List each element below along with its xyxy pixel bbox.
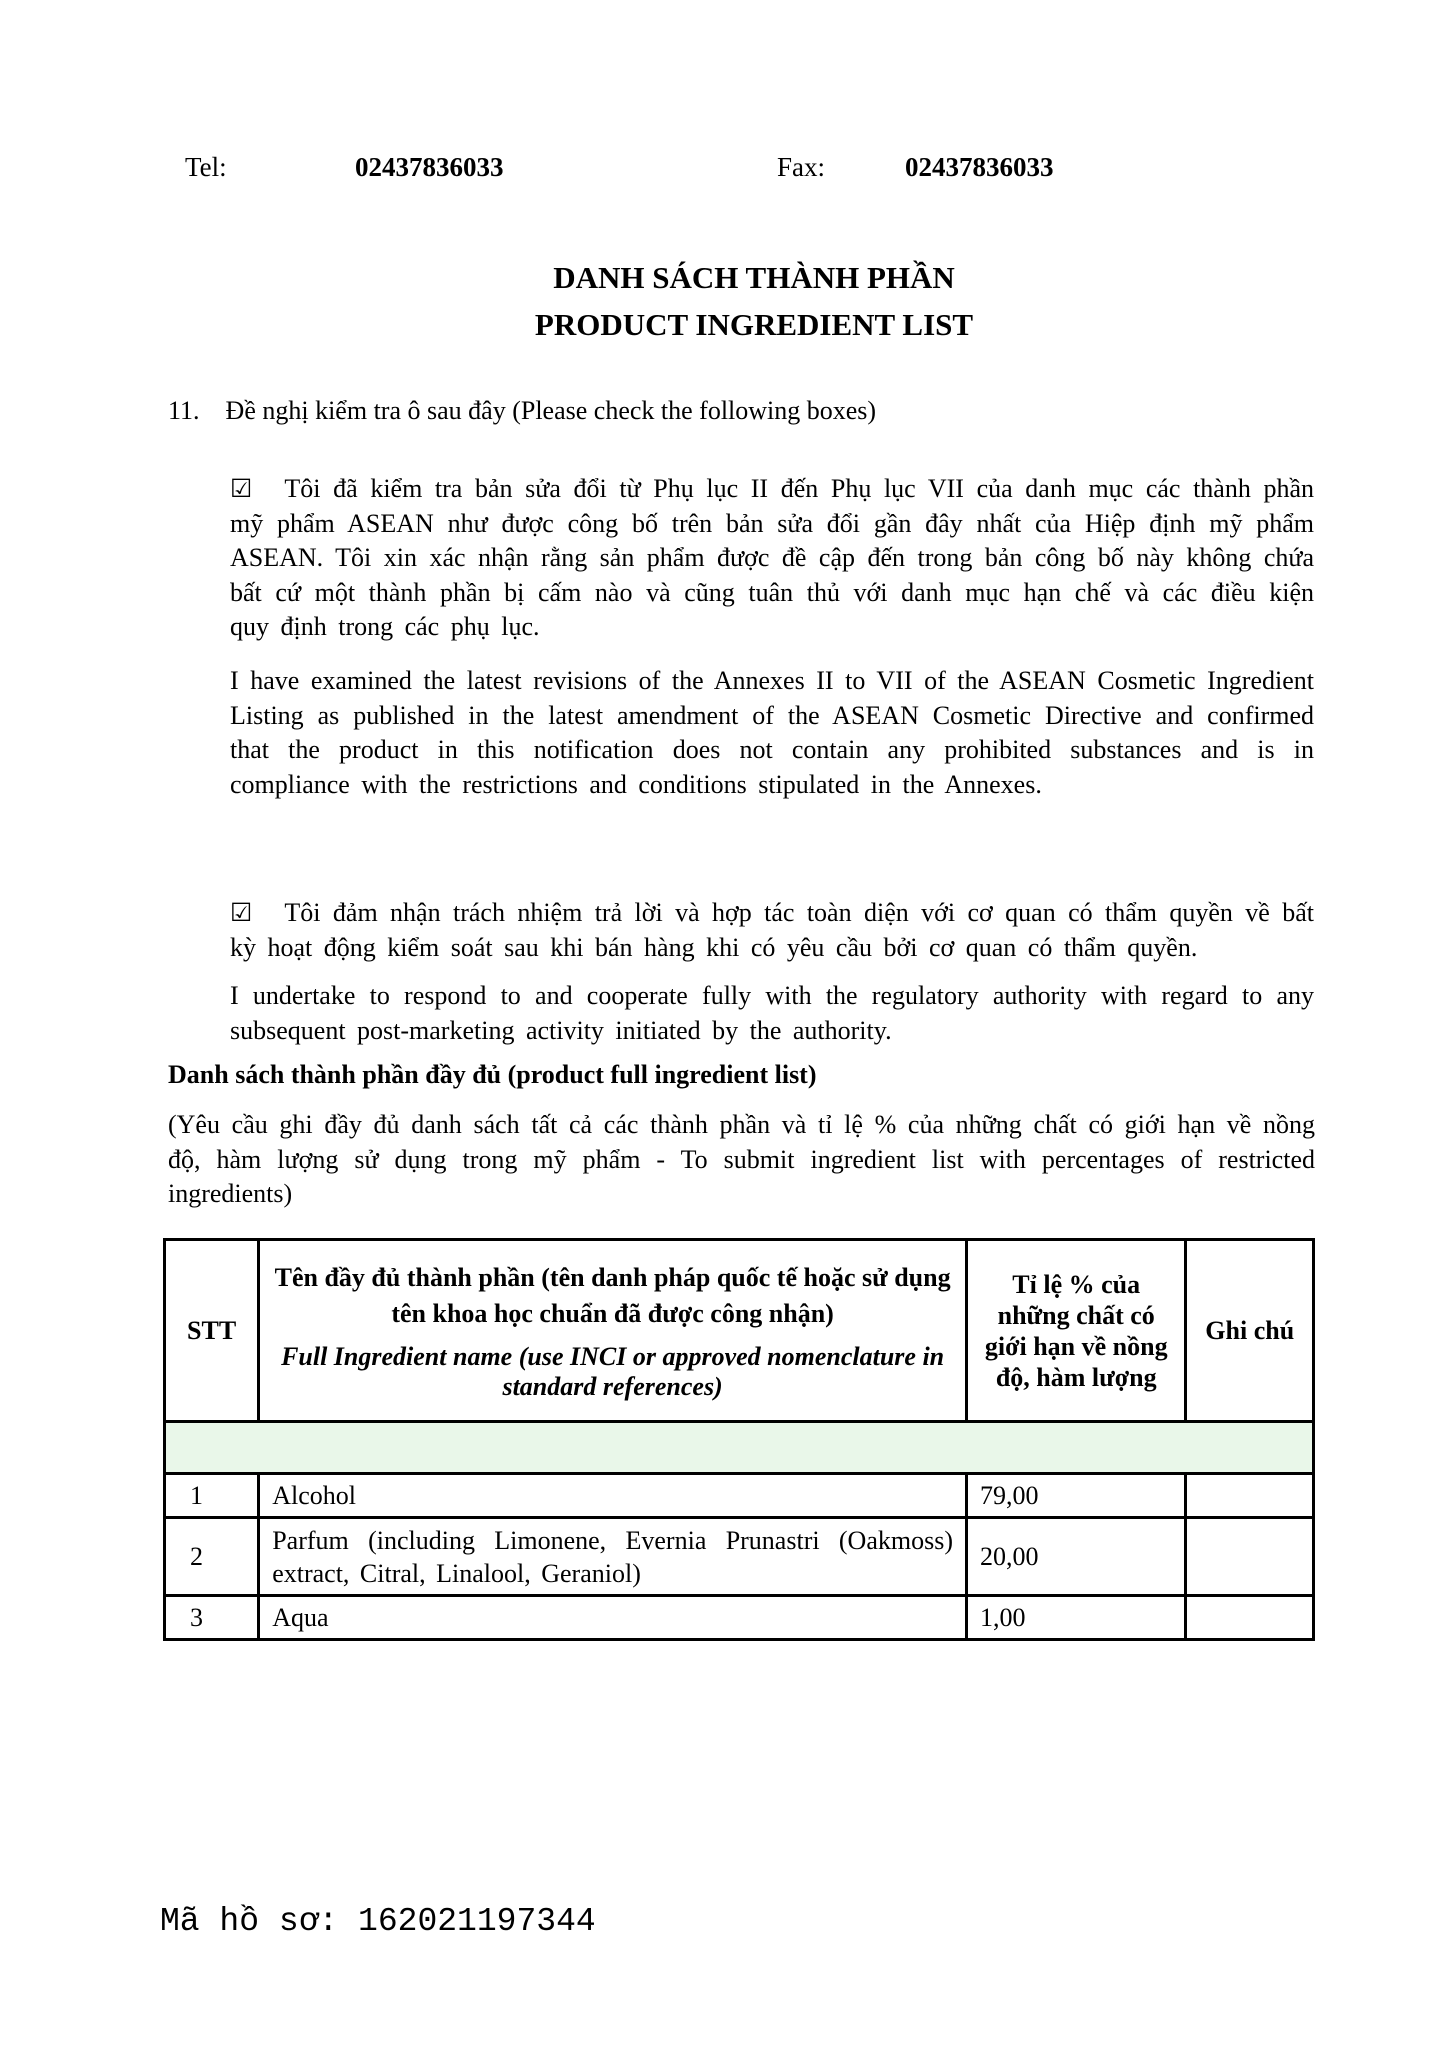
tel-label: Tel: (185, 152, 227, 182)
row-2-name: Parfum (including Limonene, Evernia Prunastri (Oakmoss) extract, Citral, Linalool, Geraniol) (259, 1518, 967, 1596)
fax-label: Fax: (777, 152, 826, 182)
ingredient-list-heading: Danh sách thành phần đầy đủ (product full ingredient list) (168, 1060, 817, 1089)
declaration-1-en (230, 664, 1314, 802)
row-2-percent: 20,00 (967, 1518, 1186, 1596)
col-header-percent: Tỉ lệ % của những chất có giới hạn về nồng độ, hàm lượng (967, 1240, 1186, 1422)
col-header-name (259, 1240, 967, 1422)
document-title-en: PRODUCT INGREDIENT LIST (534, 307, 974, 342)
row-3-percent: 1,00 (967, 1596, 1186, 1640)
row-2-stt: 2 (165, 1518, 259, 1596)
tel-value: 02437836033 (355, 152, 504, 182)
ingredient-list-note: (Yêu cầu ghi đầy đủ danh sách tất cả các thành phần và tỉ lệ % của những chất có giới hạn về nồng độ, hàm lượng sử dụng trong mỹ phẩm - To submit ingredient list with percentages of restricted ingredients) (168, 1110, 1315, 1208)
document-title (30, 254, 1448, 348)
row-1-note (1186, 1474, 1314, 1518)
document-title-vi: DANH SÁCH THÀNH PHẦN (553, 260, 955, 295)
col-header-name-en: Full Ingredient name (use INCI or approved nomenclature in standard references) (281, 1341, 945, 1401)
declaration-2-vi-text: Tôi đảm nhận trách nhiệm trả lời và hợp tác toàn diện với cơ quan có thẩm quyền về bất kỳ hoạt động kiểm soát sau khi bán hàng khi có yêu cầu bởi cơ quan có thẩm quyền. (230, 898, 1314, 962)
contact-line (0, 152, 1448, 192)
table-empty-spacer-row (165, 1422, 1314, 1474)
checkbox-checked-icon: ☑ (230, 474, 253, 503)
col-header-note: Ghi chú (1186, 1240, 1314, 1422)
section-11-number: 11. (168, 396, 200, 425)
declaration-1-vi (230, 472, 1314, 645)
table-empty-spacer-cell (165, 1422, 1314, 1474)
table-row (165, 1518, 1314, 1596)
section-11-heading (168, 396, 1318, 426)
checkbox-checked-icon: ☑ (230, 898, 253, 927)
row-3-stt: 3 (165, 1596, 259, 1640)
row-3-name: Aqua (259, 1596, 967, 1640)
row-1-percent: 79,00 (967, 1474, 1186, 1518)
file-code-footer: Mã hồ sơ: 162021197344 (160, 1903, 596, 1940)
row-2-note (1186, 1518, 1314, 1596)
row-1-stt: 1 (165, 1474, 259, 1518)
col-header-name-vi: Tên đầy đủ thành phần (tên danh pháp quốc tế hoặc sử dụng tên khoa học chuẩn đã được công nhận) (274, 1262, 951, 1328)
fax-value: 02437836033 (905, 152, 1054, 182)
table-row (165, 1474, 1314, 1518)
row-1-name: Alcohol (259, 1474, 967, 1518)
ingredient-table-header-row (165, 1240, 1314, 1422)
ingredient-table (163, 1238, 1315, 1641)
declaration-2-en-text: I undertake to respond to and cooperate fully with the regulatory authority with regard to any subsequent post-marketing activity initiated by the authority. (230, 981, 1314, 1045)
section-11-heading-text: Đề nghị kiểm tra ô sau đây (Please check the following boxes) (225, 396, 877, 425)
table-row (165, 1596, 1314, 1640)
col-header-stt: STT (165, 1240, 259, 1422)
declaration-1-vi-text: Tôi đã kiểm tra bản sửa đổi từ Phụ lục II đến Phụ lục VII của danh mục các thành phần mỹ phẩm ASEAN như được công bố trên bản sửa đổi gần đây nhất của Hiệp định mỹ phẩm ASEAN. Tôi xin xác nhận rằng sản phẩm được đề cập đến trong bản công bố này không chứa bất cứ một thành phần bị cấm nào và cũng tuân thủ với danh mục hạn chế và các điều kiện quy định trong các phụ lục. (230, 474, 1314, 641)
declaration-2-vi (230, 896, 1314, 965)
declaration-2-en (230, 979, 1314, 1048)
declaration-1-en-text: I have examined the latest revisions of the Annexes II to VII of the ASEAN Cosmetic Ingredient Listing as published in the latest amendment of the ASEAN Cosmetic Directive and confirmed that the product in this notification does not contain any prohibited substances and is in compliance with the restrictions and conditions stipulated in the Annexes. (230, 666, 1314, 799)
row-3-note (1186, 1596, 1314, 1640)
